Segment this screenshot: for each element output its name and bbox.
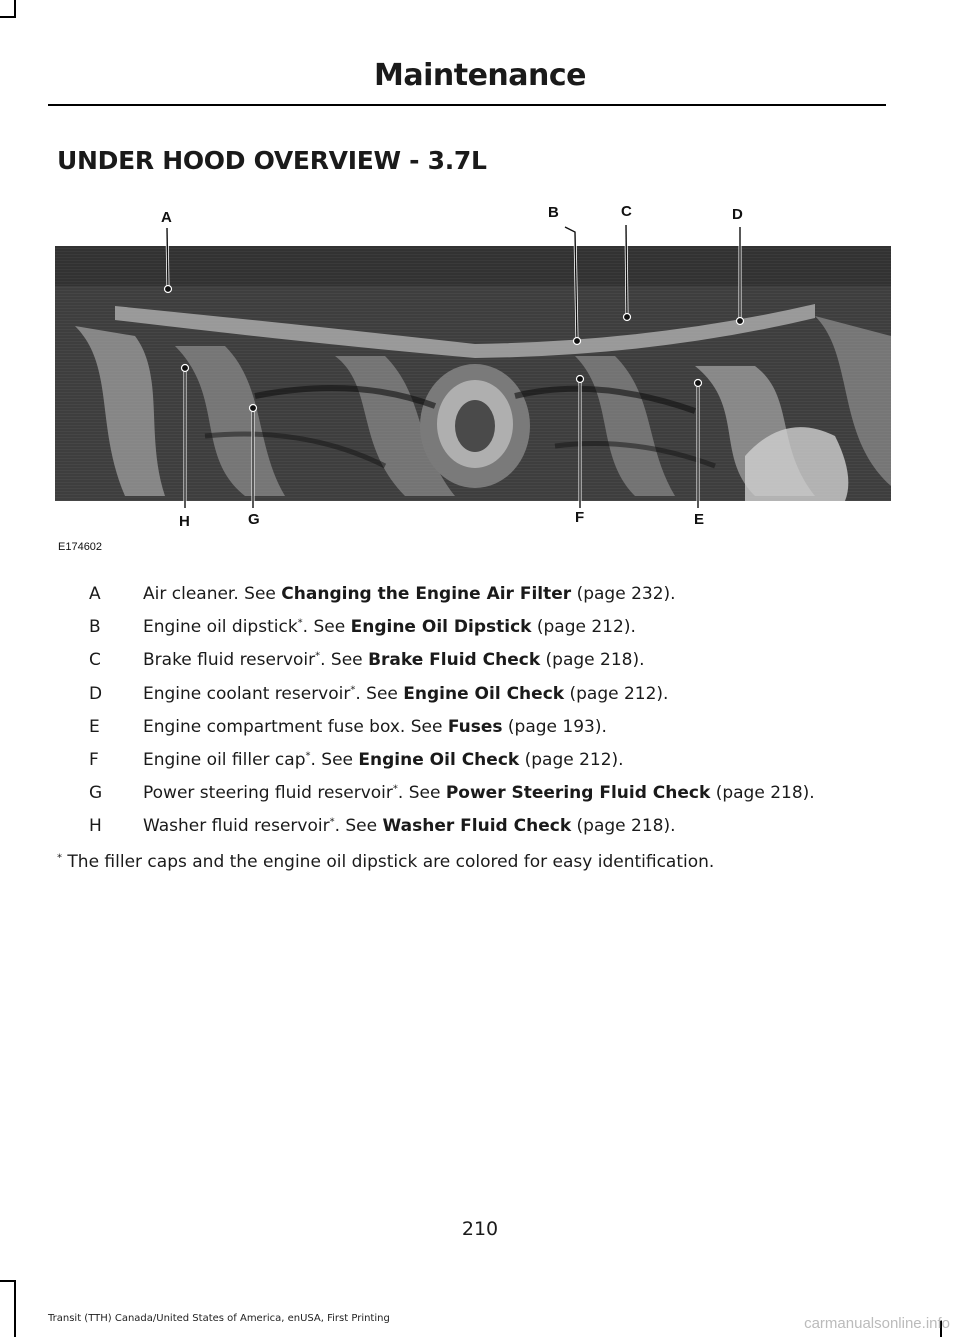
item-desc: Engine coolant reservoir — [143, 684, 351, 704]
item-desc: Power steering fluid reservoir — [143, 783, 393, 803]
section-heading: UNDER HOOD OVERVIEW - 3.7L — [57, 146, 487, 175]
item-asterisk: * — [297, 617, 303, 629]
list-item — [0, 682, 960, 712]
item-page: (page 193). — [507, 717, 607, 737]
item-see: . See — [334, 816, 378, 836]
item-ref-link[interactable]: Brake Fluid Check — [368, 650, 541, 670]
item-text — [143, 615, 636, 639]
item-text — [143, 582, 676, 606]
list-item — [0, 615, 960, 645]
engine-bay-svg — [55, 196, 891, 556]
callout-label-b: B — [548, 204, 559, 221]
list-item — [0, 814, 960, 844]
item-ref-link[interactable]: Engine Oil Check — [403, 684, 565, 704]
item-see: See — [410, 717, 443, 737]
item-desc: Engine oil dipstick — [143, 617, 298, 637]
item-text — [143, 682, 668, 706]
item-key: E — [89, 717, 100, 737]
item-see: . See — [302, 617, 346, 637]
item-ref-link[interactable]: Fuses — [447, 717, 503, 737]
item-page: (page 232). — [576, 584, 676, 604]
engine-bay-illustration — [55, 196, 891, 556]
item-ref-link[interactable]: Washer Fluid Check — [382, 816, 572, 836]
item-see: . See — [397, 783, 441, 803]
watermark: carmanualsonline.info — [804, 1315, 950, 1332]
item-text — [143, 648, 645, 672]
list-item — [0, 582, 960, 612]
list-item — [0, 781, 960, 811]
list-item — [0, 648, 960, 678]
item-ref-link[interactable]: Engine Oil Check — [358, 750, 520, 770]
item-key: B — [89, 617, 101, 637]
footer-publication-info: Transit (TTH) Canada/United States of America, enUSA, First Printing — [48, 1313, 390, 1324]
item-desc: Brake fluid reservoir — [143, 650, 316, 670]
callout-label-g: G — [248, 511, 260, 528]
item-text — [143, 748, 624, 772]
crop-mark — [0, 16, 16, 18]
footnote — [57, 850, 714, 874]
item-asterisk: * — [315, 650, 321, 662]
item-see: . See — [310, 750, 354, 770]
crop-mark — [0, 1280, 16, 1282]
header-divider — [48, 104, 886, 106]
callout-label-d: D — [732, 206, 743, 223]
item-key: A — [89, 584, 101, 604]
item-page: (page 212). — [569, 684, 669, 704]
callout-label-c: C — [621, 203, 632, 220]
callout-label-f: F — [575, 509, 585, 526]
item-key: D — [89, 684, 103, 704]
figure-id: E174602 — [58, 541, 103, 553]
item-page: (page 218). — [576, 816, 676, 836]
item-asterisk: * — [329, 816, 335, 828]
crop-mark — [14, 1280, 16, 1337]
page-header-title: Maintenance — [373, 58, 586, 93]
item-see: . See — [355, 684, 398, 704]
item-text — [143, 781, 815, 805]
item-desc: Air cleaner. — [143, 584, 239, 604]
item-page: (page 218). — [715, 783, 815, 803]
item-asterisk: * — [305, 750, 311, 762]
page-number: 210 — [461, 1218, 499, 1240]
item-text — [143, 715, 607, 739]
callout-label-a: A — [161, 209, 172, 226]
callout-label-e: E — [694, 511, 705, 528]
item-page: (page 212). — [524, 750, 624, 770]
crop-mark — [14, 0, 16, 17]
item-asterisk: * — [350, 684, 356, 696]
item-ref-link[interactable]: Power Steering Fluid Check — [445, 783, 711, 803]
list-item — [0, 748, 960, 778]
item-key: G — [89, 783, 103, 803]
item-desc: Washer fluid reservoir — [143, 816, 330, 836]
item-page: (page 218). — [545, 650, 645, 670]
item-page: (page 212). — [536, 617, 636, 637]
item-see: See — [244, 584, 276, 604]
item-key: F — [89, 750, 99, 770]
list-item — [0, 715, 960, 745]
item-desc: Engine compartment fuse box. — [143, 717, 406, 737]
item-ref-link[interactable]: Engine Oil Dipstick — [350, 617, 532, 637]
item-desc: Engine oil filler cap — [143, 750, 306, 770]
item-ref-link[interactable]: Changing the Engine Air Filter — [281, 584, 572, 604]
engine-photo — [55, 246, 891, 501]
item-key: H — [89, 816, 102, 836]
item-asterisk: * — [392, 783, 398, 795]
callout-label-h: H — [179, 513, 190, 530]
item-see: . See — [320, 650, 363, 670]
item-key: C — [89, 650, 101, 670]
footnote-text: The filler caps and the engine oil dipstick are colored for easy identification. — [67, 852, 715, 872]
footnote-marker: * — [57, 852, 62, 864]
item-text — [143, 814, 676, 838]
